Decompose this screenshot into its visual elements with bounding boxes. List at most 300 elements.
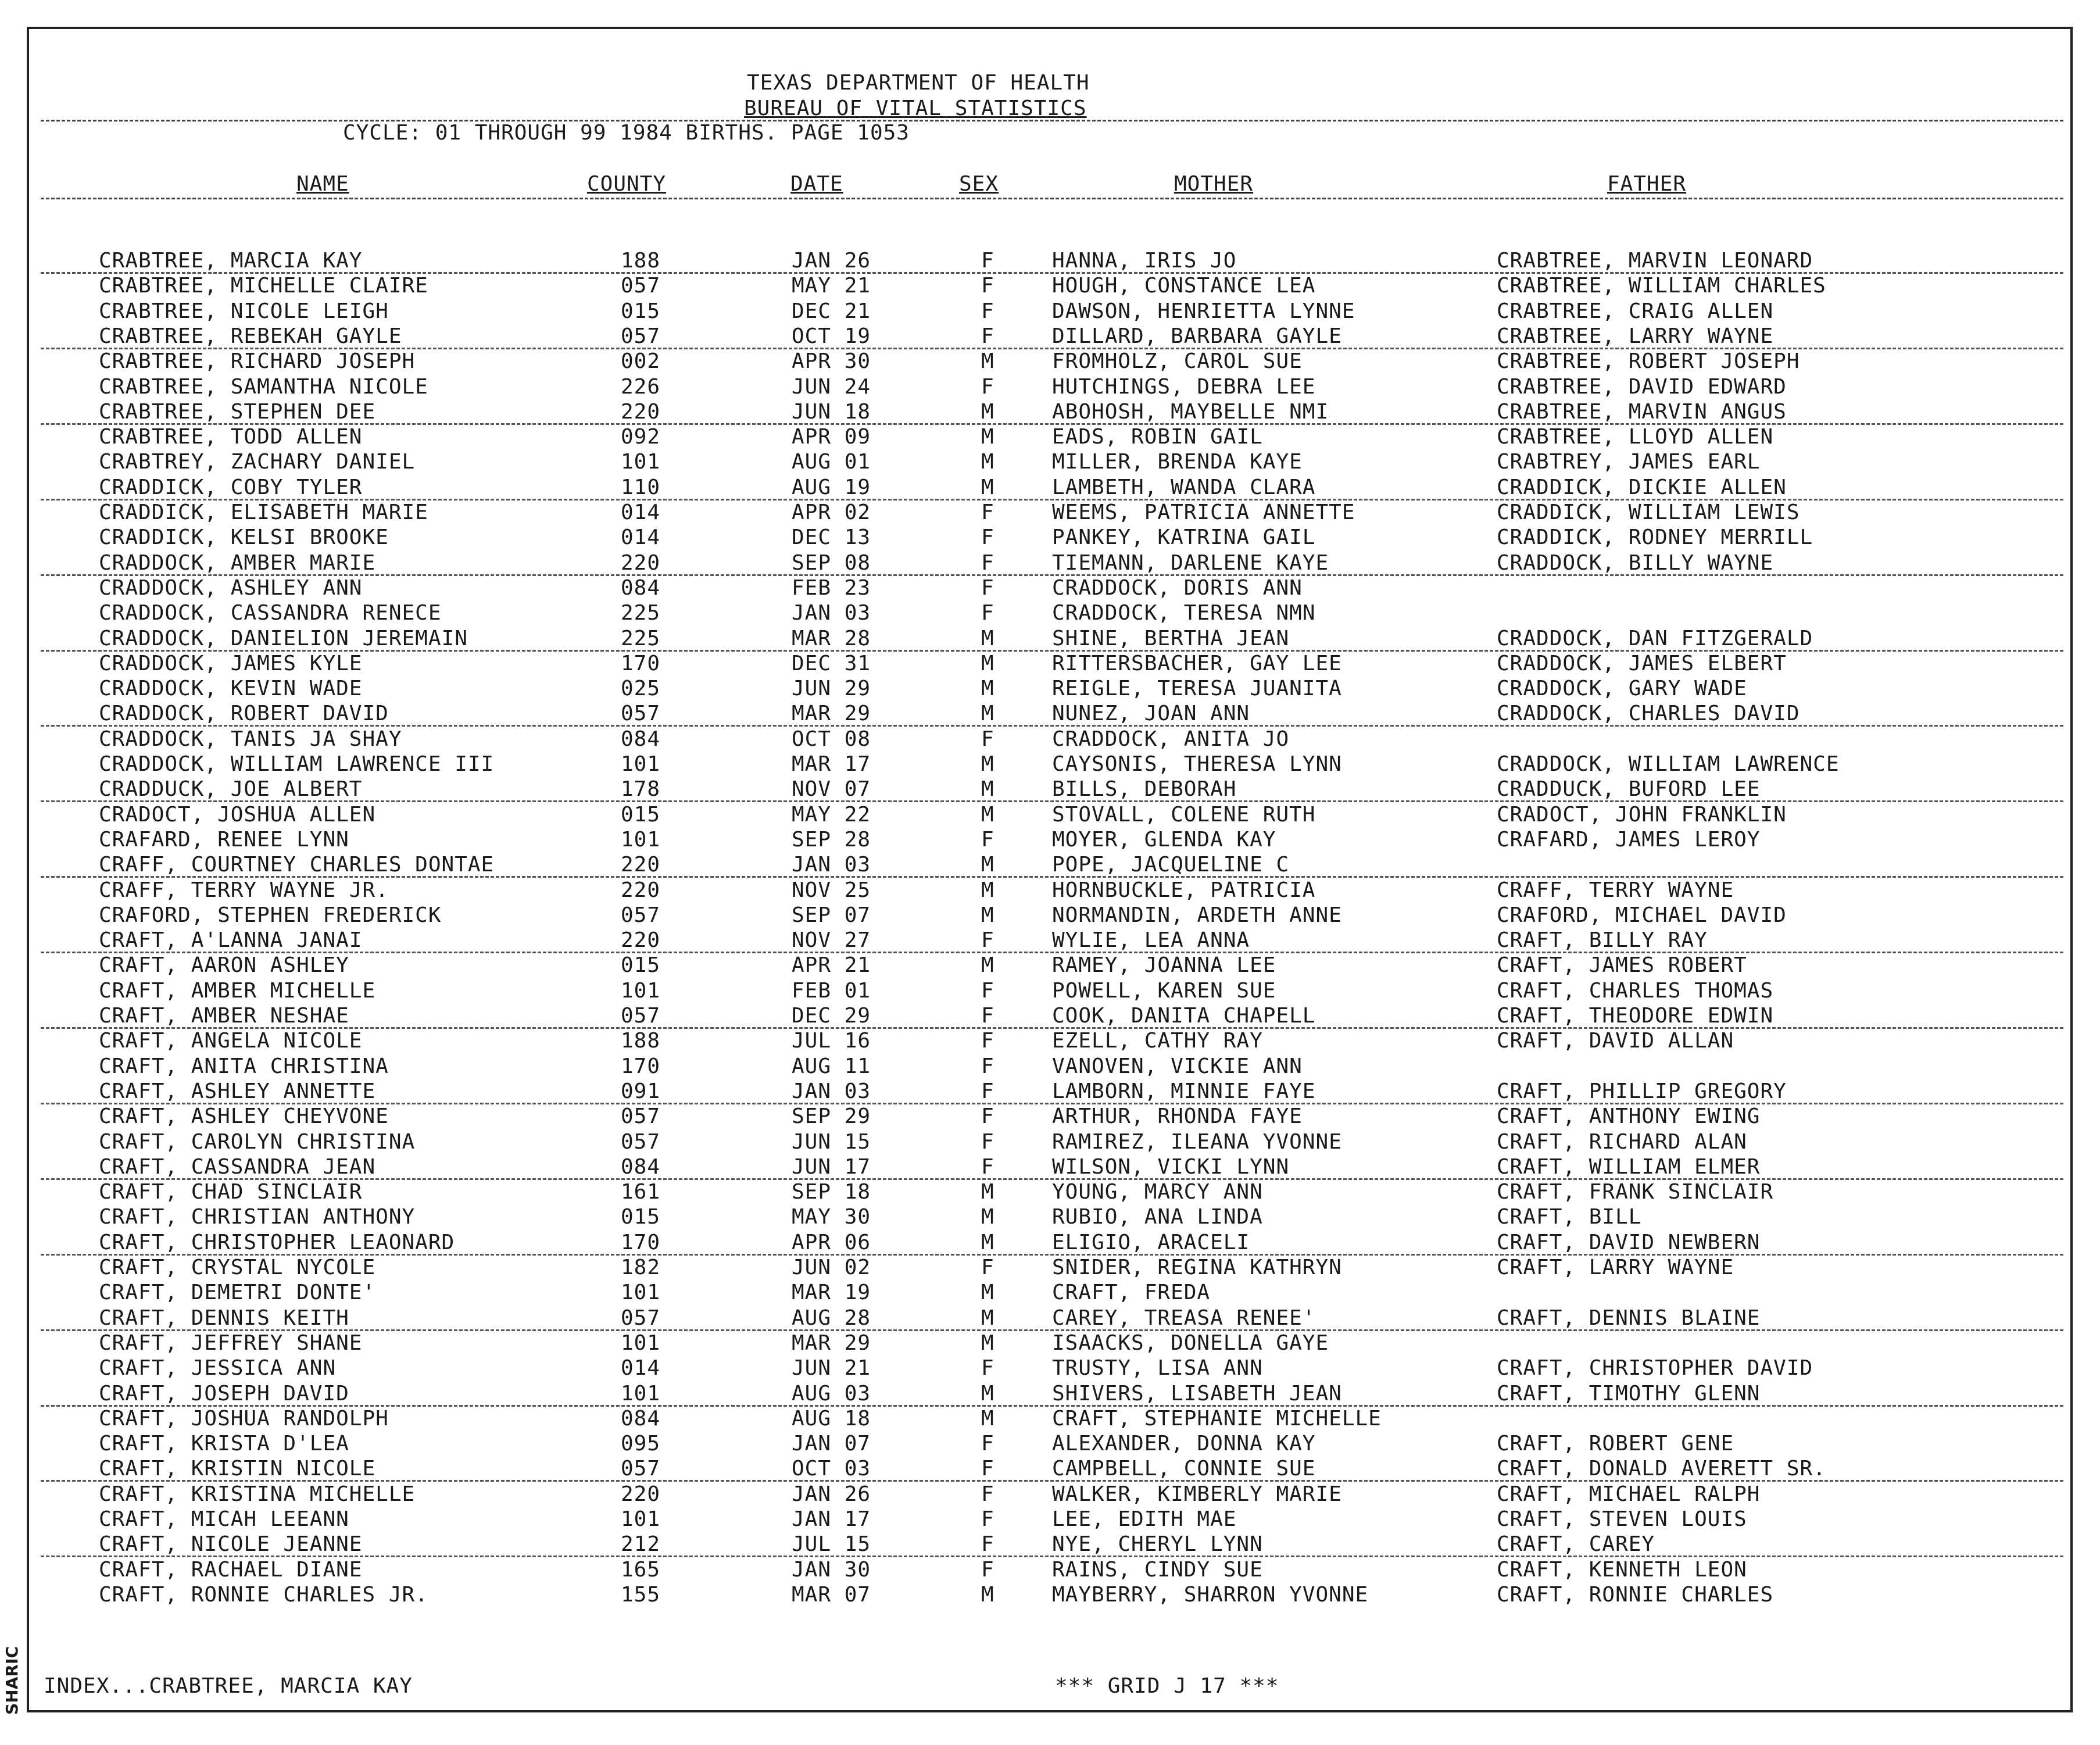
table-row: [0, 375, 2100, 400]
record-mother: HUTCHINGS, DEBRA LEE: [1052, 374, 1316, 399]
table-row: [0, 1180, 2100, 1205]
record-date: JUN 18: [792, 399, 871, 424]
record-name: CRADDOCK, WILLIAM LAWRENCE III: [99, 752, 495, 776]
record-father: CRAFT, PHILLIP GREGORY: [1497, 1079, 1787, 1103]
record-date: JAN 03: [792, 601, 871, 625]
record-sex: M: [981, 953, 994, 978]
record-mother: CAYSONIS, THERESA LYNN: [1052, 752, 1342, 776]
record-sex: F: [981, 500, 994, 524]
record-mother: SHIVERS, LISABETH JEAN: [1052, 1381, 1342, 1406]
bureau-title: BUREAU OF VITAL STATISTICS: [744, 96, 1087, 120]
column-header-divider: [41, 198, 2063, 199]
record-sex: M: [981, 1180, 994, 1204]
record-mother: ALEXANDER, DONNA KAY: [1052, 1432, 1316, 1456]
table-row: [0, 1231, 2100, 1256]
record-father: CRADDUCK, BUFORD LEE: [1497, 777, 1761, 802]
column-header-date: DATE: [790, 172, 843, 196]
record-sex: M: [981, 1331, 994, 1355]
record-mother: REIGLE, TERESA JUANITA: [1052, 677, 1342, 701]
record-name: CRADDICK, COBY TYLER: [99, 475, 363, 499]
table-row: [0, 500, 2100, 525]
department-title: TEXAS DEPARTMENT OF HEALTH: [747, 71, 1090, 95]
record-name: CRAFT, KRISTINA MICHELLE: [99, 1482, 416, 1506]
record-date: JAN 07: [792, 1432, 871, 1456]
record-name: CRABTREE, RICHARD JOSEPH: [99, 349, 416, 374]
record-name: CRADDUCK, JOE ALBERT: [99, 777, 363, 802]
table-row: [0, 1281, 2100, 1306]
record-date: NOV 07: [792, 777, 871, 802]
record-father: CRABTREE, WILLIAM CHARLES: [1497, 274, 1826, 298]
record-sex: F: [981, 978, 994, 1003]
record-date: DEC 29: [792, 1004, 871, 1028]
record-father: CRAFT, RONNIE CHARLES: [1497, 1582, 1774, 1607]
record-mother: CRADDOCK, ANITA JO: [1052, 727, 1290, 751]
record-date: SEP 29: [792, 1104, 871, 1129]
column-header-mother: MOTHER: [1174, 172, 1254, 196]
record-county: 084: [621, 1406, 661, 1431]
record-mother: LEE, EDITH MAE: [1052, 1507, 1237, 1531]
record-mother: FROMHOLZ, CAROL SUE: [1052, 349, 1303, 374]
record-mother: HORNBUCKLE, PATRICIA: [1052, 878, 1316, 902]
table-row: [0, 551, 2100, 576]
record-date: DEC 31: [792, 651, 871, 675]
record-date: AUG 01: [792, 450, 871, 474]
record-name: CRABTREE, SAMANTHA NICOLE: [99, 374, 428, 399]
record-county: 101: [621, 450, 661, 474]
record-father: CRABTREE, LARRY WAYNE: [1497, 324, 1774, 348]
table-row: [0, 1155, 2100, 1180]
table-row: [0, 274, 2100, 299]
table-row: [0, 450, 2100, 475]
record-name: CRADDOCK, DANIELION JEREMAIN: [99, 626, 468, 650]
record-name: CRAFT, JEFFREY SHANE: [99, 1331, 363, 1355]
record-date: JUN 17: [792, 1154, 871, 1179]
record-name: CRADDOCK, ASHLEY ANN: [99, 575, 363, 600]
record-sex: M: [981, 702, 994, 726]
table-row: [0, 1205, 2100, 1230]
record-county: 101: [621, 827, 661, 852]
record-county: 095: [621, 1432, 661, 1456]
record-county: 170: [621, 1054, 661, 1078]
record-date: MAY 21: [792, 274, 871, 298]
table-row: [0, 853, 2100, 878]
record-father: CRAFT, WILLIAM ELMER: [1497, 1154, 1761, 1179]
record-name: CRAFF, TERRY WAYNE JR.: [99, 878, 389, 902]
record-name: CRAFF, COURTNEY CHARLES DONTAE: [99, 853, 495, 877]
record-county: 225: [621, 626, 661, 650]
index-footer: INDEX...CRABTREE, MARCIA KAY: [44, 1674, 413, 1698]
side-mark: SHARIC: [2, 1646, 22, 1715]
record-father: CRAFT, MICHAEL RALPH: [1497, 1482, 1761, 1506]
record-county: 161: [621, 1180, 661, 1204]
record-father: CRAFT, BILLY RAY: [1497, 928, 1708, 953]
record-father: CRADDOCK, WILLIAM LAWRENCE: [1497, 752, 1840, 776]
record-name: CRAFT, ASHLEY ANNETTE: [99, 1079, 376, 1103]
record-name: CRAFT, A'LANNA JANAI: [99, 928, 363, 953]
record-sex: M: [981, 1406, 994, 1431]
record-county: 188: [621, 1029, 661, 1053]
record-sex: F: [981, 299, 994, 323]
record-sex: F: [981, 601, 994, 625]
record-name: CRABTREE, STEPHEN DEE: [99, 399, 376, 424]
record-father: CRAFT, STEVEN LOUIS: [1497, 1507, 1747, 1531]
record-name: CRADDOCK, JAMES KYLE: [99, 651, 363, 675]
record-name: CRAFT, ASHLEY CHEYVONE: [99, 1104, 389, 1129]
record-father: CRAFT, KENNETH LEON: [1497, 1557, 1747, 1582]
cycle-line: CYCLE: 01 THROUGH 99 1984 BIRTHS. PAGE 1053: [343, 121, 910, 145]
record-date: FEB 23: [792, 575, 871, 600]
record-sex: F: [981, 1482, 994, 1506]
table-row: [0, 1331, 2100, 1356]
record-name: CRAFT, ANGELA NICOLE: [99, 1029, 363, 1053]
record-county: 220: [621, 853, 661, 877]
record-sex: F: [981, 249, 994, 273]
record-county: 220: [621, 878, 661, 902]
record-date: MAR 28: [792, 626, 871, 650]
record-county: 225: [621, 601, 661, 625]
record-father: CRADOCT, JOHN FRANKLIN: [1497, 802, 1787, 827]
table-row: [0, 702, 2100, 727]
record-name: CRAFT, CHRISTIAN ANTHONY: [99, 1205, 416, 1229]
record-mother: ELIGIO, ARACELI: [1052, 1230, 1250, 1254]
record-date: AUG 19: [792, 475, 871, 499]
record-mother: RAMEY, JOANNA LEE: [1052, 953, 1276, 978]
record-mother: YOUNG, MARCY ANN: [1052, 1180, 1263, 1204]
record-mother: ISAACKS, DONELLA GAYE: [1052, 1331, 1329, 1355]
record-sex: F: [981, 1029, 994, 1053]
record-father: CRAFT, CHRISTOPHER DAVID: [1497, 1356, 1813, 1381]
record-county: 025: [621, 677, 661, 701]
record-father: CRAFT, JAMES ROBERT: [1497, 953, 1747, 978]
table-row: [0, 828, 2100, 853]
record-date: MAR 19: [792, 1281, 871, 1305]
record-county: 178: [621, 777, 661, 802]
table-row: [0, 627, 2100, 652]
record-name: CRAFT, DENNIS KEITH: [99, 1306, 349, 1330]
record-father: CRAFT, DENNIS BLAINE: [1497, 1306, 1761, 1330]
table-row: [0, 903, 2100, 928]
table-row: [0, 1104, 2100, 1129]
record-date: APR 09: [792, 425, 871, 449]
record-mother: CRAFT, FREDA: [1052, 1281, 1211, 1305]
record-date: SEP 07: [792, 903, 871, 927]
record-name: CRADDOCK, ROBERT DAVID: [99, 702, 389, 726]
record-father: CRAFARD, JAMES LEROY: [1497, 827, 1761, 852]
record-date: JAN 03: [792, 853, 871, 877]
record-name: CRABTREE, REBEKAH GAYLE: [99, 324, 402, 348]
record-mother: CRAFT, STEPHANIE MICHELLE: [1052, 1406, 1382, 1431]
record-sex: F: [981, 1054, 994, 1078]
record-sex: M: [981, 1205, 994, 1229]
record-name: CRABTREE, MICHELLE CLAIRE: [99, 274, 428, 298]
record-date: APR 30: [792, 349, 871, 374]
record-county: 101: [621, 1507, 661, 1531]
record-sex: F: [981, 928, 994, 953]
record-sex: F: [981, 274, 994, 298]
record-county: 057: [621, 1306, 661, 1330]
record-mother: RAINS, CINDY SUE: [1052, 1557, 1263, 1582]
record-father: CRAFT, DAVID ALLAN: [1497, 1029, 1734, 1053]
table-row: [0, 878, 2100, 903]
record-date: NOV 27: [792, 928, 871, 953]
record-father: CRAFT, DONALD AVERETT SR.: [1497, 1457, 1826, 1481]
column-header-name: NAME: [296, 172, 349, 196]
table-row: [0, 953, 2100, 978]
table-row: [0, 1306, 2100, 1331]
record-name: CRAFT, AMBER MICHELLE: [99, 978, 376, 1003]
record-mother: ARTHUR, RHONDA FAYE: [1052, 1104, 1303, 1129]
record-county: 057: [621, 702, 661, 726]
record-county: 084: [621, 1154, 661, 1179]
record-mother: RAMIREZ, ILEANA YVONNE: [1052, 1129, 1342, 1154]
record-mother: TIEMANN, DARLENE KAYE: [1052, 550, 1329, 575]
table-row: [0, 249, 2100, 274]
record-date: JUL 16: [792, 1029, 871, 1053]
table-row: [0, 1457, 2100, 1482]
record-mother: NORMANDIN, ARDETH ANNE: [1052, 903, 1342, 927]
table-row: [0, 1407, 2100, 1432]
record-county: 084: [621, 575, 661, 600]
record-father: CRAFT, THEODORE EDWIN: [1497, 1004, 1774, 1028]
record-county: 057: [621, 903, 661, 927]
record-date: OCT 19: [792, 324, 871, 348]
record-sex: M: [981, 399, 994, 424]
record-date: JUN 29: [792, 677, 871, 701]
table-row: [0, 425, 2100, 450]
record-date: SEP 28: [792, 827, 871, 852]
record-date: SEP 18: [792, 1180, 871, 1204]
record-sex: M: [981, 1381, 994, 1406]
record-father: CRADDOCK, JAMES ELBERT: [1497, 651, 1787, 675]
record-sex: F: [981, 324, 994, 348]
record-mother: COOK, DANITA CHAPELL: [1052, 1004, 1316, 1028]
record-sex: M: [981, 878, 994, 902]
record-county: 182: [621, 1256, 661, 1279]
table-row: [0, 525, 2100, 550]
record-father: CRAFT, DAVID NEWBERN: [1497, 1230, 1761, 1254]
record-date: OCT 08: [792, 727, 871, 751]
record-date: OCT 03: [792, 1457, 871, 1481]
record-mother: WEEMS, PATRICIA ANNETTE: [1052, 500, 1355, 524]
record-date: JUL 15: [792, 1532, 871, 1557]
record-name: CRADOCT, JOSHUA ALLEN: [99, 802, 376, 827]
record-county: 220: [621, 928, 661, 953]
table-row: [0, 601, 2100, 626]
record-father: CRAFT, ROBERT GENE: [1497, 1432, 1734, 1456]
record-sex: F: [981, 525, 994, 550]
record-date: JUN 24: [792, 374, 871, 399]
record-sex: F: [981, 827, 994, 852]
record-name: CRADDOCK, KEVIN WADE: [99, 677, 363, 701]
table-row: [0, 803, 2100, 828]
record-sex: M: [981, 651, 994, 675]
record-father: CRAFORD, MICHAEL DAVID: [1497, 903, 1787, 927]
record-sex: M: [981, 903, 994, 927]
record-county: 101: [621, 752, 661, 776]
table-row: [0, 727, 2100, 752]
record-mother: TRUSTY, LISA ANN: [1052, 1356, 1263, 1381]
record-date: AUG 11: [792, 1054, 871, 1078]
record-father: CRABTREE, LLOYD ALLEN: [1497, 425, 1774, 449]
record-sex: M: [981, 802, 994, 827]
record-father: CRABTREE, MARVIN ANGUS: [1497, 399, 1787, 424]
record-mother: CRADDOCK, TERESA NMN: [1052, 601, 1316, 625]
record-name: CRAFT, AMBER NESHAE: [99, 1004, 349, 1028]
record-county: 101: [621, 978, 661, 1003]
record-county: 220: [621, 1482, 661, 1506]
record-county: 188: [621, 249, 661, 273]
record-father: CRAFT, LARRY WAYNE: [1497, 1256, 1734, 1279]
record-county: 057: [621, 324, 661, 348]
record-father: CRADDOCK, CHARLES DAVID: [1497, 702, 1800, 726]
record-sex: F: [981, 1004, 994, 1028]
table-row: [0, 1356, 2100, 1381]
record-county: 015: [621, 953, 661, 978]
record-sex: F: [981, 1129, 994, 1154]
record-mother: DILLARD, BARBARA GAYLE: [1052, 324, 1342, 348]
record-county: 057: [621, 274, 661, 298]
record-father: CRADDOCK, BILLY WAYNE: [1497, 550, 1774, 575]
record-date: JAN 26: [792, 249, 871, 273]
record-sex: M: [981, 425, 994, 449]
record-name: CRAFT, CAROLYN CHRISTINA: [99, 1129, 416, 1154]
record-name: CRAFT, CASSANDRA JEAN: [99, 1154, 376, 1179]
record-mother: WILSON, VICKI LYNN: [1052, 1154, 1290, 1179]
record-mother: LAMBORN, MINNIE FAYE: [1052, 1079, 1316, 1103]
record-date: MAY 30: [792, 1205, 871, 1229]
table-row: [0, 1482, 2100, 1507]
record-county: 002: [621, 349, 661, 374]
record-sex: M: [981, 1582, 994, 1607]
record-date: AUG 28: [792, 1306, 871, 1330]
record-name: CRADDICK, ELISABETH MARIE: [99, 500, 428, 524]
record-name: CRAFT, CRYSTAL NYCOLE: [99, 1256, 376, 1279]
table-row: [0, 1583, 2100, 1608]
record-county: 101: [621, 1331, 661, 1355]
table-row: [0, 475, 2100, 500]
record-father: CRAFT, CHARLES THOMAS: [1497, 978, 1774, 1003]
table-row: [0, 652, 2100, 677]
record-name: CRAFARD, RENEE LYNN: [99, 827, 349, 852]
record-father: CRABTREE, ROBERT JOSEPH: [1497, 349, 1800, 374]
record-county: 101: [621, 1281, 661, 1305]
record-father: CRABTREY, JAMES EARL: [1497, 450, 1761, 474]
table-row: [0, 677, 2100, 702]
record-county: 110: [621, 475, 661, 499]
record-sex: F: [981, 1256, 994, 1279]
record-mother: RUBIO, ANA LINDA: [1052, 1205, 1263, 1229]
record-mother: CRADDOCK, DORIS ANN: [1052, 575, 1303, 600]
record-father: CRADDICK, RODNEY MERRILL: [1497, 525, 1813, 550]
record-name: CRAFT, KRISTIN NICOLE: [99, 1457, 376, 1481]
record-county: 212: [621, 1532, 661, 1557]
record-date: APR 21: [792, 953, 871, 978]
record-county: 015: [621, 299, 661, 323]
record-mother: HANNA, IRIS JO: [1052, 249, 1237, 273]
record-mother: HOUGH, CONSTANCE LEA: [1052, 274, 1316, 298]
record-father: CRAFT, CAREY: [1497, 1532, 1655, 1557]
record-father: CRADDICK, WILLIAM LEWIS: [1497, 500, 1800, 524]
record-sex: F: [981, 727, 994, 751]
record-name: CRAFT, JESSICA ANN: [99, 1356, 337, 1381]
table-row: [0, 299, 2100, 324]
record-date: MAR 29: [792, 702, 871, 726]
record-date: JAN 17: [792, 1507, 871, 1531]
grid-footer: *** GRID J 17 ***: [1055, 1674, 1279, 1698]
table-row: [0, 928, 2100, 953]
record-mother: WALKER, KIMBERLY MARIE: [1052, 1482, 1342, 1506]
record-father: CRAFT, FRANK SINCLAIR: [1497, 1180, 1774, 1204]
record-sex: F: [981, 1532, 994, 1557]
record-county: 057: [621, 1457, 661, 1481]
record-date: DEC 13: [792, 525, 871, 550]
record-name: CRAFT, AARON ASHLEY: [99, 953, 349, 978]
record-mother: VANOVEN, VICKIE ANN: [1052, 1054, 1303, 1078]
record-father: CRABTREE, CRAIG ALLEN: [1497, 299, 1774, 323]
record-date: JUN 15: [792, 1129, 871, 1154]
record-name: CRADDOCK, TANIS JA SHAY: [99, 727, 402, 751]
record-date: MAY 22: [792, 802, 871, 827]
table-row: [0, 1079, 2100, 1104]
record-mother: CAMPBELL, CONNIE SUE: [1052, 1457, 1316, 1481]
record-mother: EADS, ROBIN GAIL: [1052, 425, 1263, 449]
record-mother: MILLER, BRENDA KAYE: [1052, 450, 1303, 474]
table-row: [0, 400, 2100, 425]
record-date: JAN 03: [792, 1079, 871, 1103]
record-sex: F: [981, 1507, 994, 1531]
record-county: 092: [621, 425, 661, 449]
record-name: CRADDOCK, CASSANDRA RENECE: [99, 601, 442, 625]
record-name: CRAFT, RONNIE CHARLES JR.: [99, 1582, 428, 1607]
record-date: JUN 02: [792, 1256, 871, 1279]
record-mother: STOVALL, COLENE RUTH: [1052, 802, 1316, 827]
record-name: CRAFT, CHAD SINCLAIR: [99, 1180, 363, 1204]
record-sex: M: [981, 1306, 994, 1330]
record-county: 057: [621, 1129, 661, 1154]
table-row: [0, 1130, 2100, 1155]
record-county: 220: [621, 550, 661, 575]
record-date: DEC 21: [792, 299, 871, 323]
record-mother: NYE, CHERYL LYNN: [1052, 1532, 1263, 1557]
record-county: 220: [621, 399, 661, 424]
record-father: CRABTREE, DAVID EDWARD: [1497, 374, 1787, 399]
record-father: CRAFT, TIMOTHY GLENN: [1497, 1381, 1761, 1406]
record-date: FEB 01: [792, 978, 871, 1003]
record-name: CRAFORD, STEPHEN FREDERICK: [99, 903, 442, 927]
record-name: CRAFT, KRISTA D'LEA: [99, 1432, 349, 1456]
record-sex: F: [981, 1557, 994, 1582]
record-county: 091: [621, 1079, 661, 1103]
record-mother: SNIDER, REGINA KATHRYN: [1052, 1256, 1342, 1279]
record-county: 014: [621, 1356, 661, 1381]
record-county: 084: [621, 727, 661, 751]
record-date: NOV 25: [792, 878, 871, 902]
table-row: [0, 1432, 2100, 1457]
record-name: CRABTREE, MARCIA KAY: [99, 249, 363, 273]
record-date: AUG 18: [792, 1406, 871, 1431]
record-name: CRAFT, MICAH LEEANN: [99, 1507, 349, 1531]
record-mother: RITTERSBACHER, GAY LEE: [1052, 651, 1342, 675]
table-row: [0, 752, 2100, 777]
record-sex: F: [981, 374, 994, 399]
record-sex: M: [981, 777, 994, 802]
record-county: 165: [621, 1557, 661, 1582]
record-date: MAR 29: [792, 1331, 871, 1355]
record-sex: F: [981, 1079, 994, 1103]
record-mother: CAREY, TREASA RENEE': [1052, 1306, 1316, 1330]
record-sex: M: [981, 626, 994, 650]
record-mother: EZELL, CATHY RAY: [1052, 1029, 1263, 1053]
